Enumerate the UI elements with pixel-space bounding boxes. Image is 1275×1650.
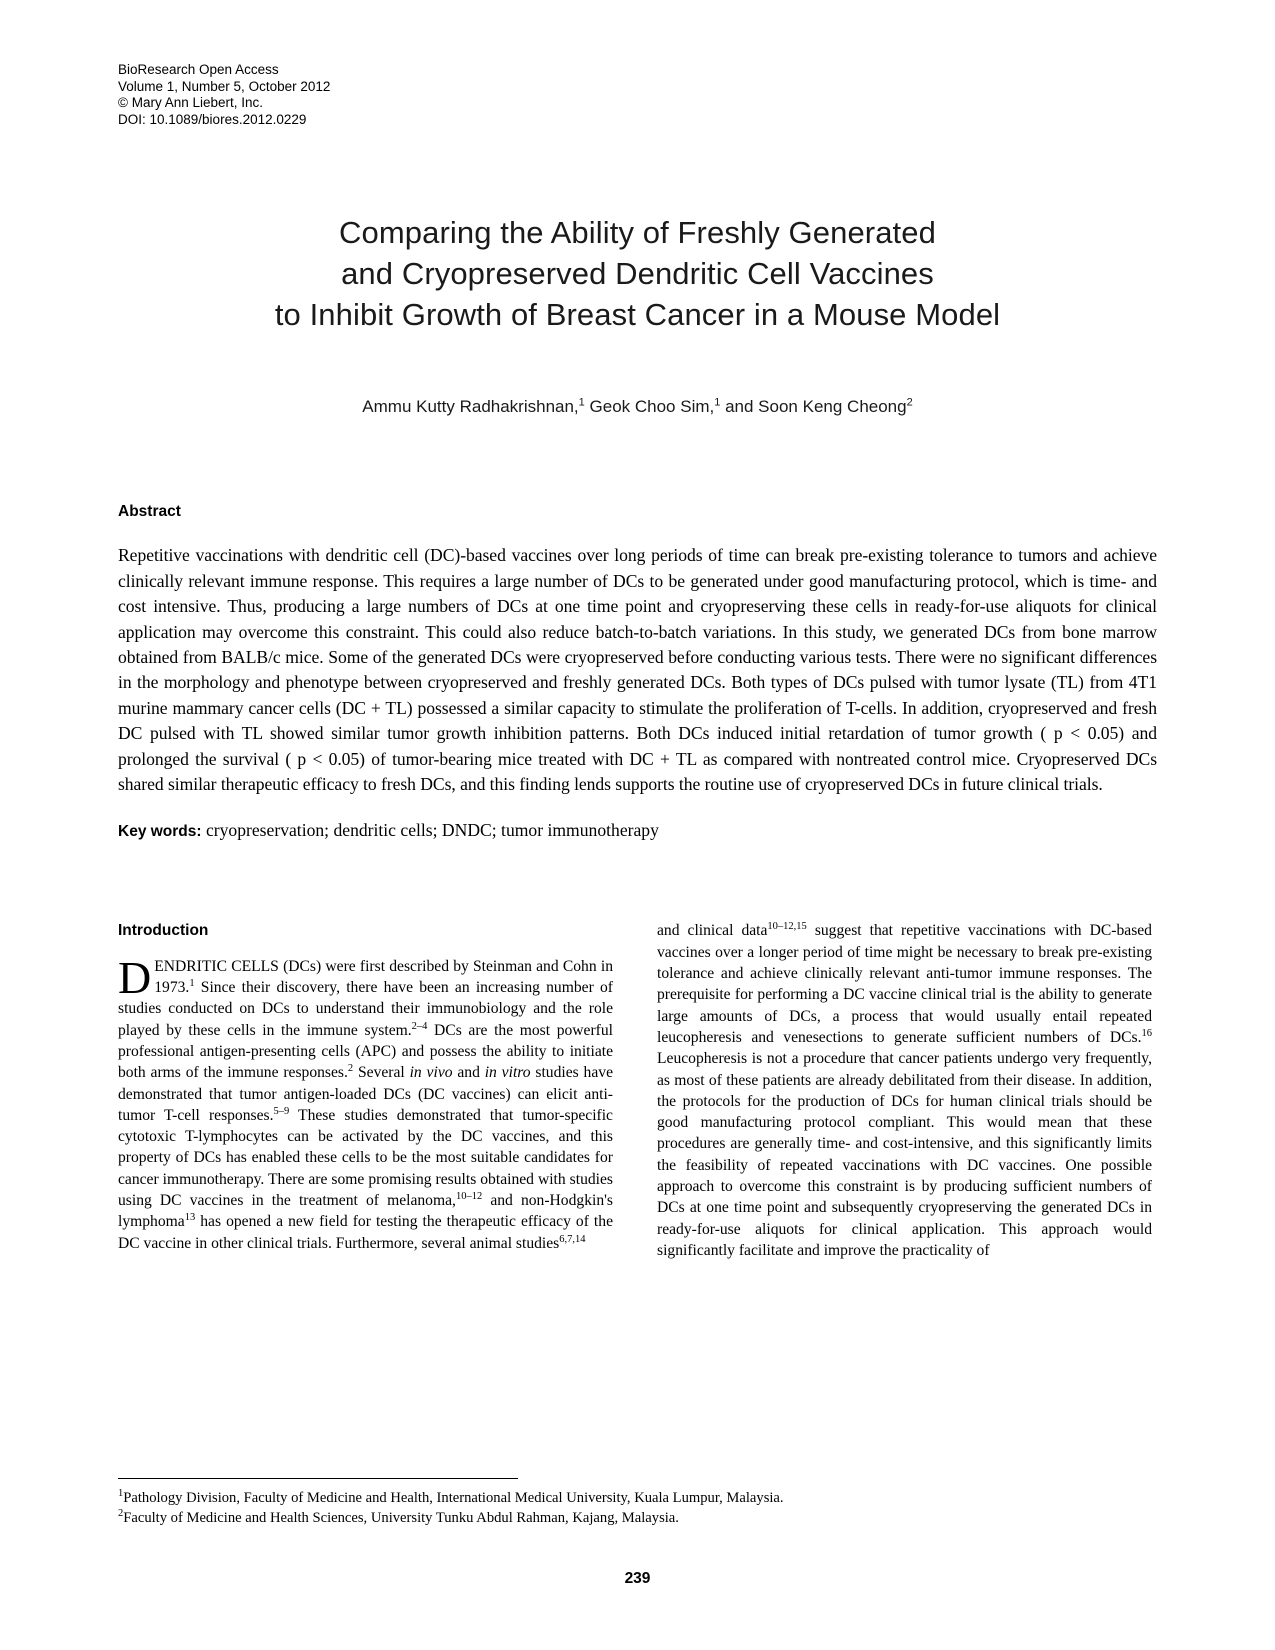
intro-text-9: has opened a new field for testing the therapeutic efficacy of the DC vaccine in other clinical trials. Furthermore, several animal studies (118, 1213, 613, 1252)
abstract-heading: Abstract (118, 503, 181, 521)
citation-ref-3: 2 (347, 1063, 354, 1075)
citation-ref-9: 16 (1141, 1027, 1152, 1039)
intro-text-6: studies have demonstrated that tumor antigen-loaded DCs (DC vaccines) can elicit anti-tumor T-cell responses. (118, 1064, 613, 1124)
author-3-affiliation-marker: 2 (906, 396, 913, 409)
citation-ref-6: 13 (184, 1212, 196, 1224)
intro-text-7: These studies demonstrated that tumor-specific cytotoxic T-lymphocytes can be activated by the DC vaccines, and this property of DCs has enabled these cells to be the most suitable candidates for cancer immunotherapy. There are some promising results obtained with studies using DC vaccines in the treatment of melanoma, (118, 1106, 613, 1209)
intro-text-2: Since their discovery, there have been an increasing number of studies conducted on DCs to understand their immunobiology and the role played by these cells in the immune system. (118, 979, 613, 1039)
title-line-3: to Inhibit Growth of Breast Cancer in a Mouse Model (274, 297, 1001, 333)
title-line-1: Comparing the Ability of Freshly Generated (339, 215, 936, 251)
right-text-1: and clinical data (657, 922, 768, 940)
citation-ref-5: 10–12 (455, 1190, 483, 1202)
author-conjunction: and Soon Keng Cheong (720, 397, 907, 417)
citation-ref-4: 5–9 (273, 1105, 290, 1117)
body-columns (118, 920, 1157, 1261)
intro-text-5: and (452, 1064, 485, 1082)
author-list (118, 397, 1157, 417)
title-line-2: and Cryopreserved Dendritic Cell Vaccines (341, 256, 934, 292)
column-right (657, 920, 1152, 1261)
intro-paragraph-left (118, 951, 613, 1254)
journal-publisher: © Mary Ann Liebert, Inc. (118, 95, 264, 111)
footnote-2 (118, 1508, 1157, 1528)
journal-name: BioResearch Open Access (118, 62, 279, 77)
author-2-affiliation-marker: 1 (714, 396, 721, 409)
footnote-2-marker: 2 (118, 1508, 124, 1520)
footnote-2-text: Faculty of Medicine and Health Sciences, University Tunku Abdul Rahman, Kajang, Malaysia. (123, 1510, 679, 1526)
footnote-divider (118, 1478, 518, 1479)
intro-text-8: and non-Hodgkin's lymphoma (118, 1192, 613, 1231)
author-1-name: Ammu Kutty Radhakrishnan, (362, 397, 579, 417)
keywords-value: cryopreservation; dendritic cells; DNDC; tumor immunotherapy (201, 820, 659, 841)
intro-italic-2: in vitro (484, 1064, 531, 1082)
citation-ref-1: 1 (189, 977, 195, 989)
column-left (118, 920, 613, 1261)
footnote-1-marker: 1 (118, 1488, 124, 1500)
abstract-text: Repetitive vaccinations with dendritic cell (DC)-based vaccines over long periods of time can break pre-existing tolerance to tumors and achieve clinically relevant immune response. This requires a large number of DCs to be generated under good manufacturing protocol, which is time- and cost intensive. Thus, producing a large numbers of DCs at one time point and cryopreserving these cells in ready-for-use aliquots for clinical application may overcome this constraint. This could also reduce batch-to-batch variations. In this study, we generated DCs from bone marrow obtained from BALB/c mice. Some of the generated DCs were cryopreserved before conducting various tests. There were no significant differences in the morphology and phenotype between cryopreserved and freshly generated DCs. Both types of DCs pulsed with tumor lysate (TL) from 4T1 murine mammary cancer cells (DC + TL) possessed a similar capacity to stimulate the proliferation of T-cells. In addition, cryopreserved and fresh DC pulsed with TL showed similar tumor growth inhibition patterns. Both DCs induced initial retardation of tumor growth ( p < 0.05) and prolonged the survival ( p < 0.05) of tumor-bearing mice treated with DC + TL as compared with nontreated control mice. Cryopreserved DCs shared similar therapeutic efficacy to fresh DCs, and this finding lends supports the routine use of cryopreserved DCs in future clinical trials. (118, 545, 1157, 795)
keywords-label: Key words: (118, 823, 202, 841)
footnote-1-text: Pathology Division, Faculty of Medicine and Health, International Medical University, Kuala Lumpur, Malaysia. (123, 1490, 784, 1506)
right-text-2: suggest that repetitive vaccinations with DC-based vaccines over a longer period of time might be necessary to break pre-existing tolerance and achieve clinically relevant anti-tumor immune responses. The prerequisite for performing a DC vaccine clinical trial is the ability to generate large amounts of DCs, a process that would usually entail repeated leucopheresis and venesections to generate sufficient numbers of DCs. (657, 922, 1152, 1046)
drop-cap: D (118, 951, 152, 1003)
citation-ref-8: 10–12,15 (767, 921, 807, 933)
intro-italic-1: in vivo (409, 1064, 453, 1082)
keywords-line (118, 818, 1157, 844)
page-title (118, 212, 1157, 335)
journal-doi: DOI: 10.1089/biores.2012.0229 (118, 111, 307, 127)
page-number: 239 (624, 1570, 651, 1587)
section-heading-introduction: Introduction (118, 922, 209, 940)
intro-text-4: Several (353, 1064, 410, 1082)
intro-smallcaps: ENDRITIC CELLS (154, 957, 279, 975)
right-text-3: Leucopheresis is not a procedure that cancer patients undergo very frequently, as most of these patients are already debilitated from their disease. In addition, the protocols for the production of DCs for human clinical trials should be good manufacturing protocol compliant. This would mean that these procedures are generally time- and cost-intensive, and this significantly limits the feasibility of repeated vaccinations with DC vaccines. One possible approach to overcome this constraint is by producing sufficient numbers of DCs at one time point and subsequently cryopreserving the generated DCs in ready-for-use aliquots for clinical application. This approach would significantly facilitate and improve the practicality of (657, 1050, 1152, 1259)
intro-paragraph-right (657, 920, 1152, 1261)
journal-masthead (118, 62, 1157, 128)
journal-issue: Volume 1, Number 5, October 2012 (118, 78, 331, 94)
footnote-1 (118, 1488, 1157, 1508)
author-2-name: Geok Choo Sim, (584, 397, 715, 417)
intro-text-1: (DCs) were first described by Steinman and Cohn in 1973. (154, 957, 613, 997)
author-1-affiliation-marker: 1 (578, 396, 585, 409)
intro-text-3: DCs are the most powerful professional antigen-presenting cells (APC) and possess the ability to initiate both arms of the immune responses. (118, 1021, 613, 1082)
citation-ref-7: 6,7,14 (559, 1233, 586, 1245)
footnote-block (118, 1478, 1157, 1528)
citation-ref-2: 2–4 (411, 1020, 428, 1032)
